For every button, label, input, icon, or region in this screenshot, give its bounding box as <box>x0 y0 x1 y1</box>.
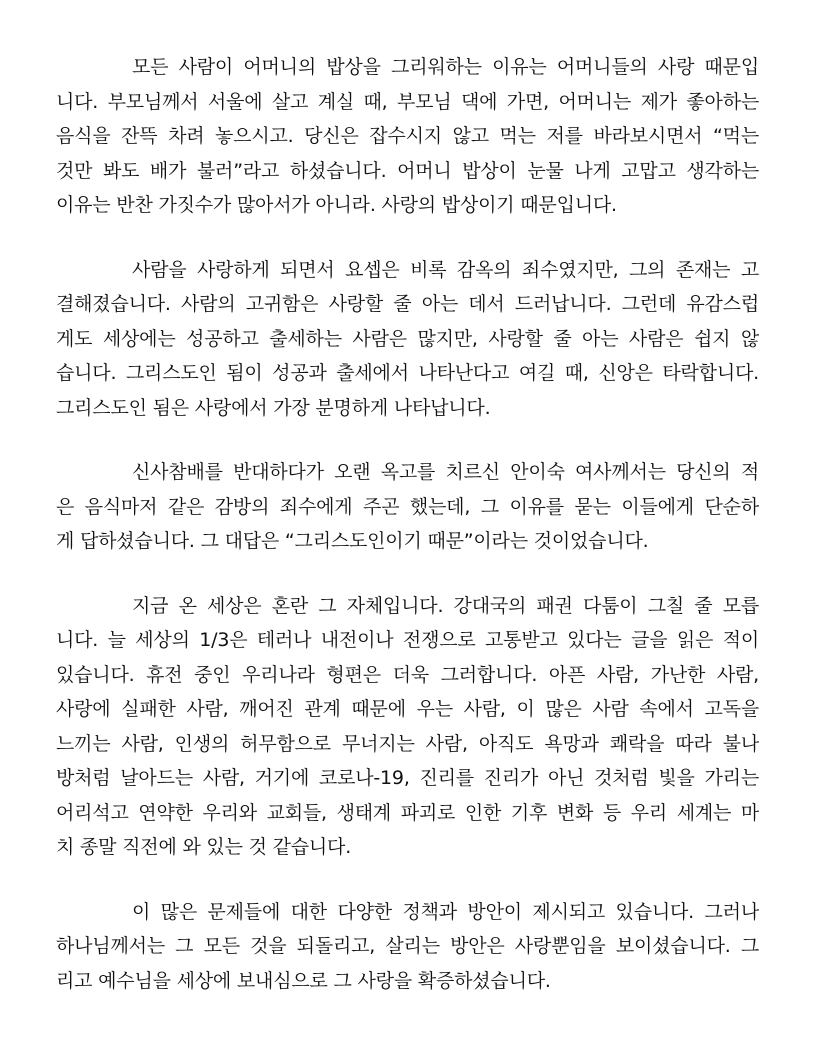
paragraph-line: 하나님께서는 그 모든 것을 되돌리고, 살리는 방안은 사랑뿐임을 보이셨습니다. 그 <box>56 935 759 957</box>
paragraph-line: 있습니다. 휴전 중인 우리나라 형편은 더욱 그러합니다. 아픈 사람, 가난한 사람, <box>56 663 759 686</box>
paragraph-line: 방처럼 날아드는 사람, 거기에 코로나-19, 진리를 진리가 아닌 것처럼 빛을 가리는 <box>56 767 759 789</box>
paragraph-line: 니다. 늘 세상의 1/3은 테러나 내전이나 전쟁으로 고통받고 있다는 글을 읽은 적이 <box>56 629 759 651</box>
paragraph-line: 사람을 사랑하게 되면서 요셉은 비록 감옥의 죄수였지만, 그의 존재는 고 <box>132 258 759 281</box>
paragraph-line: 음식을 잔뜩 차려 놓으시고. 당신은 잡수시지 않고 먹는 저를 바라보시면서 “먹는 <box>56 125 759 147</box>
paragraph-line: 게도 세상에는 성공하고 출세하는 사람은 많지만, 사랑할 줄 아는 사람은 쉽지 않 <box>56 327 759 350</box>
paragraph-1 <box>56 50 759 223</box>
paragraph-line: 니다. 부모님께서 서울에 살고 계실 때, 부모님 댁에 가면, 어머니는 제가 좋아하는 <box>56 90 759 113</box>
paragraph-line: 이 많은 문제들에 대한 다양한 정책과 방안이 제시되고 있습니다. 그러나 <box>132 900 759 923</box>
paragraph-line: 그리스도인 됨은 사랑에서 가장 분명하게 나타납니다. <box>56 396 491 419</box>
paragraph-5 <box>56 895 759 999</box>
paragraph-line: 것만 봐도 배가 불러”라고 하셨습니다. 어머니 밥상이 눈물 나게 고맙고 생각하는 <box>56 159 759 182</box>
paragraph-line: 모든 사람이 어머니의 밥상을 그리워하는 이유는 어머니들의 사랑 때문입 <box>132 56 759 78</box>
paragraph-line: 느끼는 사람, 인생의 허무함으로 무너지는 사람, 아직도 욕망과 쾌락을 따라 불나 <box>56 732 759 755</box>
paragraph-line: 치 종말 직전에 와 있는 것 같습니다. <box>56 836 352 858</box>
paragraph-line: 지금 온 세상은 혼란 그 자체입니다. 강대국의 패권 다툼이 그칠 줄 모릅 <box>132 594 759 617</box>
paragraph-4 <box>56 589 759 865</box>
paragraph-line: 리고 예수님을 세상에 보내심으로 그 사랑을 확증하셨습니다. <box>56 969 551 992</box>
paragraph-line: 어리석고 연약한 우리와 교회들, 생태계 파괴로 인한 기후 변화 등 우리 세계는 마 <box>56 801 760 824</box>
paragraph-line: 은 음식마저 같은 감방의 죄수에게 주곤 했는데, 그 이유를 묻는 이들에게 단순하 <box>56 495 759 518</box>
paragraph-3 <box>56 455 759 559</box>
paragraph-line: 신사참배를 반대하다가 오랜 옥고를 치르신 안이숙 여사께서는 당신의 적 <box>132 461 759 483</box>
paragraph-line: 게 답하셨습니다. 그 대답은 “그리스도인이기 때문”이라는 것이었습니다. <box>56 530 649 552</box>
paragraph-line: 사랑에 실패한 사람, 깨어진 관계 때문에 우는 사람, 이 많은 사람 속에서 고독을 <box>56 698 759 720</box>
paragraph-line: 습니다. 그리스도인 됨이 성공과 출세에서 나타난다고 여길 때, 신앙은 타락합니다. <box>56 362 759 384</box>
paragraph-line: 이유는 반찬 가짓수가 많아서가 아니라. 사랑의 밥상이기 때문입니다. <box>56 194 617 216</box>
paragraph-line: 결해졌습니다. 사람의 고귀함은 사랑할 줄 아는 데서 드러납니다. 그런데 유감스럽 <box>56 293 759 315</box>
paragraph-2 <box>56 253 759 426</box>
